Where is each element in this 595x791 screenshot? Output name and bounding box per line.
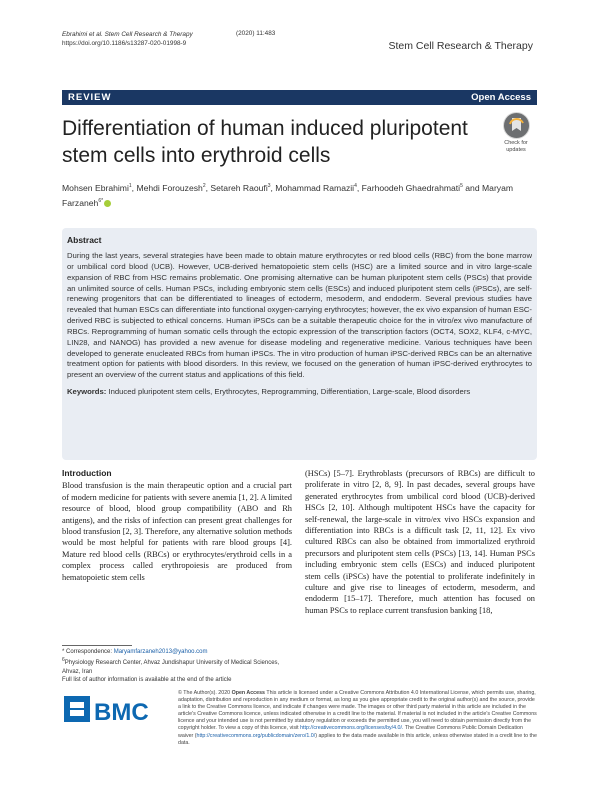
section-heading: Introduction <box>62 468 112 478</box>
affiliation-text: Physiology Research Center, Ahvaz Jundishapur University of Medical Sciences, Ahvaz, Iran <box>62 660 280 675</box>
author-name[interactable]: Maryam Farzaneh <box>62 182 514 208</box>
correspondence-footnote <box>62 648 292 684</box>
author-affiliation-mark: 3 <box>267 183 271 189</box>
year-volume: (2020) 11:483 <box>236 30 276 37</box>
license-text: This article is licensed under a Creative Commons Attribution 4.0 International License, which permits use, sharing, adaptation, distribution and reproduction in any medium or format, as long as you give appropriate credit to the original author(s) and the source, provide a link to the Creative Commons licence, and indicate if changes were made. The images or other third party material in this article are included in the article's Creative Commons licence, unless indicated otherwise in a credit line to the material. If material is not included in the article's Creative Commons licence and your intended use is not permitted by statutory regulation or exceeds the permitted use, you will need to obtain permission directly from the copyright holder. To view a copy of this licence, visit <box>178 690 537 732</box>
affiliation-number: 6 <box>62 657 65 664</box>
journal-name: Stem Cell Research & Therapy <box>388 40 533 52</box>
license-link[interactable]: http://creativecommons.org/licenses/by/4.0/. <box>300 725 404 732</box>
article-citation: Ebrahimi et al. Stem Cell Research & Therapy <box>62 31 193 38</box>
correspondence-email[interactable]: Maryamfarzaneh2013@yahoo.com <box>113 649 208 655</box>
waiver-text-end: ) applies to the data made available in this article, unless otherwise stated in a credit line to the data. <box>178 732 537 746</box>
author-affiliation-mark: 2 <box>202 183 206 189</box>
running-header <box>62 30 193 48</box>
footnote-divider <box>62 645 132 646</box>
author-affiliation-mark: 1 <box>128 183 132 189</box>
doi-link[interactable]: https://doi.org/10.1186/s13287-020-01998-9 <box>62 40 187 47</box>
waiver-text: The Creative Commons Public Domain Dedication waiver ( <box>178 725 523 739</box>
correspondence-label: * Correspondence: <box>62 649 113 655</box>
author-name[interactable]: Farhoodeh Ghaedrahmati <box>361 182 461 193</box>
publisher-logo-text: BMC <box>94 699 149 726</box>
keywords-label: Keywords: <box>67 387 107 397</box>
author-affiliation-mark: 5 <box>460 183 463 189</box>
intro-paragraph: Blood transfusion is the main therapeutic option and a crucial part of modern medicine for patients with severe anemia [1, 2]. A limited resource of blood, blood group compatibility (ABO and Rh antigens), and the risks of infection can present great challenges for blood transfusion [2, 3]. Therefore, any alternative solution methods would be most helpful for patients with rare blood groups [4]. Mature red blood cells (RBCs) or erythrocytes/erythroid cells in a complex process called erythropoiesis are produced from hematopoietic stem cells <box>62 481 292 582</box>
orcid-icon[interactable] <box>104 200 111 207</box>
abstract-box <box>62 228 537 460</box>
check-updates-icon <box>503 112 530 139</box>
author-info-note: Full list of author information is available at the end of the article <box>62 676 232 683</box>
badge-line-1: Check for <box>504 140 528 146</box>
abstract-body: During the last years, several strategies have been made to obtain mature erythrocytes or red blood cells (RBC) from the bone marrow or umbilical cord blood (UCB). However, UCB-derived hematopoietic stem cells (HSC) are a limited source and in vitro large-scale expansion of RBC from HSC remains problematic. One promising alternative can be human pluripotent stem cells (PSCs) that provide an unlimited source of cells. Human PSCs, including embryonic stem cells (ESCs) and induced pluripotent stem cells (iPSCs), are self-renewing progenitors that can be differentiated to lineages of ectoderm, mesoderm, and endoderm. Several previous studies have revealed that human ESCs can differentiate into functional oxygen-carrying erythrocytes; however, the ex vivo expansion of human ESC-derived RBC is subjected to ethical concerns. Human iPSCs can be a suitable therapeutic choice for the in vitro/ex vivo manufacture of RBCs. Reprogramming of human somatic cells through the ectopic expression of the transcription factors (OCT4, SOX2, KLF4, c-MYC, LIN28, and NANOG) has provided a new avenue for disease modeling and regenerative medicine. Various techniques have been developed to generate enucleated RBCs from human iPSCs. The in vitro production of human iPSC-derived RBCs can be an alternative treatment option for patients with blood disorders. In this review, we focused on the generation of human iPSC-derived erythrocytes to present an overview of the current status and applications of this field. <box>67 251 532 380</box>
article-title: Differentiation of human induced pluripotent stem cells into erythroid cells <box>62 117 468 167</box>
open-access-note: Open Access <box>231 690 265 696</box>
waiver-link[interactable]: http://creativecommons.org/publicdomain/zero/1.0/ <box>196 732 316 739</box>
body-column-right <box>305 468 535 616</box>
open-access-label: Open Access <box>471 92 531 103</box>
author-affiliation-mark: 6* <box>98 197 104 204</box>
author-affiliation-mark: 4 <box>354 183 357 189</box>
check-for-updates-badge[interactable] <box>496 112 536 156</box>
keywords-list: Induced pluripotent stem cells, Erythrocytes, Reprogramming, Differentiation, Large-scale, Blood disorders <box>108 387 471 397</box>
author-list: Mohsen Ebrahimi$^1$, Mehdi Forouzesh$^2$, Setareh Raoufi$^3$, Mohammad Ramazii$^4$, Farhoodeh Ghaedrahmati$^5$ and Maryam Farzaneh$^{6*}$ <box>62 182 514 208</box>
bmc-logo <box>62 690 152 730</box>
author-name[interactable]: Setareh Raoufi <box>210 182 268 193</box>
author-name[interactable]: Mohsen Ebrahimi <box>62 182 129 193</box>
license-statement <box>178 690 538 747</box>
author-name[interactable]: Mohammad Ramazii <box>275 182 355 193</box>
author-name[interactable]: Mehdi Forouzesh <box>136 182 203 193</box>
copyright: © The Author(s). 2020 <box>178 690 231 696</box>
article-type-banner <box>62 90 537 105</box>
keywords <box>67 387 532 398</box>
badge-line-2: updates <box>506 147 526 153</box>
body-column-left <box>62 468 292 583</box>
intro-paragraph-continued: (HSCs) [5–7]. Erythroblasts (precursors of RBCs) are difficult to proliferate in vitro [2, 8, 9]. In past decades, several groups have generated erythrocytes from umbilical cord blood (UCB)-derived HSCs [2, 10]. Although multipotent HSCs have the capacity for self-renewal, the large-scale in vitro/ex vivo HSCs expansion and differentiation into RBCs is a difficult task [2, 11, 12]. Ex vivo cultured RBCs can also be obtained from immortalized erythroid precursors and pluripotent stem cells (PSCs) [13, 14]. Human PSCs including embryonic stem cells (ESCs) and induced pluripotent stem cells (iPSCs) have the potential to proliferate indefinitely in culture and give rise to lineages of ectoderm, mesoderm, and endoderm [15–17]. Therefore, much attention has focused on human PSCs to replace current transfusion banking [18, <box>305 469 535 615</box>
abstract-heading: Abstract <box>67 235 102 245</box>
article-type: REVIEW <box>68 92 112 103</box>
